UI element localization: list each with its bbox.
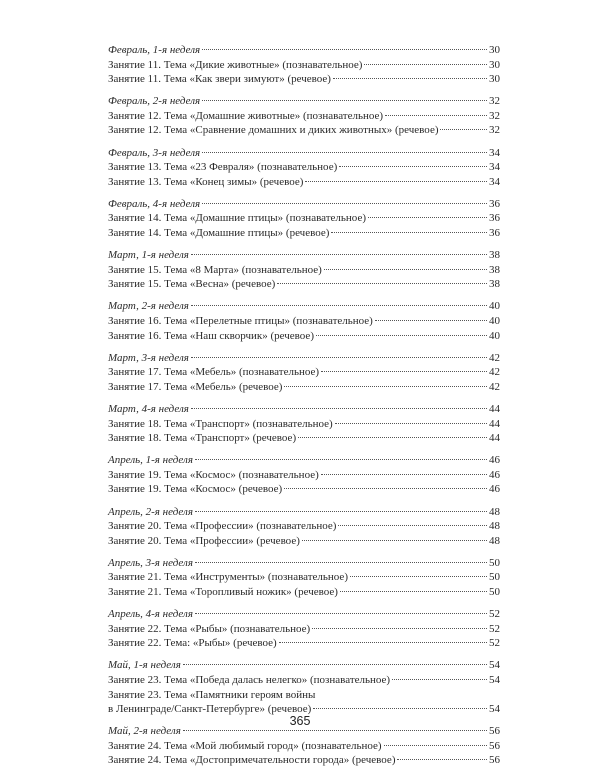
dot-leader	[202, 203, 487, 204]
toc-entry-title: Занятие 19. Тема «Космос» (речевое)	[108, 483, 283, 496]
toc-entry-title: Занятие 21. Тема «Инструменты» (познавательное)	[108, 571, 348, 584]
dot-leader	[392, 679, 487, 680]
toc-page-number: 42	[489, 351, 500, 364]
toc-entry	[108, 314, 500, 329]
dot-leader	[339, 166, 487, 167]
dot-leader	[195, 459, 487, 460]
toc-page-number: 44	[489, 417, 500, 430]
toc-page-number: 54	[489, 659, 500, 672]
toc-entry	[108, 636, 500, 651]
toc-page-number: 38	[489, 278, 500, 291]
dot-leader	[191, 357, 487, 358]
week-title: Март, 1-я неделя	[108, 249, 189, 262]
dot-leader	[191, 305, 487, 306]
toc-entry	[108, 211, 500, 226]
toc-page-number: 50	[489, 571, 500, 584]
dot-leader	[202, 49, 487, 50]
toc-entry	[108, 329, 500, 344]
dot-leader	[195, 511, 487, 512]
toc-entry	[108, 226, 500, 241]
toc-entry-title: Занятие 18. Тема «Транспорт» (речевое)	[108, 432, 297, 445]
toc-entry	[108, 753, 500, 768]
toc-section	[108, 299, 500, 343]
toc-entry	[108, 431, 500, 446]
dot-leader	[298, 437, 487, 438]
toc-entry	[108, 622, 500, 637]
week-title: Март, 4-я неделя	[108, 402, 189, 415]
week-heading	[108, 43, 500, 58]
week-heading	[108, 197, 500, 212]
dot-leader	[191, 408, 487, 409]
toc-page-number: 36	[489, 212, 500, 225]
toc-entry	[108, 585, 500, 600]
toc-section	[108, 402, 500, 446]
toc-section	[108, 607, 500, 651]
toc-entry-title: Занятие 21. Тема «Торопливый ножик» (речевое)	[108, 586, 338, 598]
toc-entry-title: Занятие 18. Тема «Транспорт» (познавательное)	[108, 417, 333, 430]
week-title: Апрель, 3-я неделя	[108, 556, 193, 569]
week-title: Май, 1-я неделя	[108, 659, 181, 672]
dot-leader	[384, 745, 487, 746]
toc-entry-title: Занятие 16. Тема «Наш скворчик» (речевое)	[108, 329, 314, 342]
toc-entry-title: Занятие 15. Тема «Весна» (речевое)	[108, 278, 276, 291]
toc-page-number: 40	[489, 315, 500, 327]
toc-entry-title: Занятие 23. Тема «Победа далась нелегко» (познавательное)	[108, 673, 391, 686]
toc-page-number: 34	[489, 175, 500, 188]
toc-page-number: 50	[489, 556, 500, 569]
week-title: Февраль, 1-я неделя	[108, 44, 201, 56]
toc-page-number: 48	[489, 505, 500, 518]
week-heading	[108, 402, 500, 417]
dot-leader	[324, 269, 487, 270]
toc-entry-title: Занятие 20. Тема «Профессии» (познавательное)	[108, 520, 337, 533]
toc-entry-title: Занятие 24. Тема «Мой любимый город» (познавательное)	[108, 739, 382, 752]
dot-leader	[183, 664, 487, 665]
toc-entry	[108, 519, 500, 534]
toc-page-number: 42	[489, 366, 500, 379]
toc-page-number: 38	[489, 263, 500, 276]
toc-entry	[108, 534, 500, 549]
dot-leader	[350, 576, 487, 577]
toc-entry-title: Занятие 12. Тема «Сравнение домашних и диких животных» (речевое)	[108, 124, 439, 137]
week-title: Апрель, 1-я неделя	[108, 454, 193, 467]
toc-page-number: 54	[489, 703, 500, 716]
dot-leader	[302, 540, 487, 541]
toc-page-number: 30	[489, 58, 500, 71]
dot-leader	[333, 78, 487, 79]
toc-entry	[108, 365, 500, 380]
toc-entry-title: Занятие 24. Тема «Достопримечательности города» (речевое)	[108, 754, 396, 767]
dot-leader	[195, 562, 487, 563]
table-of-contents	[108, 43, 500, 776]
week-heading	[108, 248, 500, 263]
week-title: Февраль, 4-я неделя	[108, 197, 201, 210]
toc-entry-title: Занятие 22. Тема «Рыбы» (познавательное)	[108, 622, 311, 635]
dot-leader	[277, 283, 487, 284]
toc-page-number: 32	[489, 95, 500, 108]
dot-leader	[331, 232, 487, 233]
dot-leader	[202, 152, 487, 153]
dot-leader	[202, 100, 487, 101]
dot-leader	[284, 386, 487, 387]
toc-page-number: 56	[489, 754, 500, 767]
toc-entry-title: Занятие 13. Тема «23 Февраля» (познавательное)	[108, 161, 338, 174]
dot-leader	[368, 217, 487, 218]
toc-page-number: 44	[489, 432, 500, 445]
dot-leader	[364, 64, 487, 65]
toc-entry	[108, 109, 500, 124]
week-heading	[108, 505, 500, 520]
toc-page-number: 52	[489, 622, 500, 635]
toc-page-number: 40	[489, 329, 500, 342]
toc-section	[108, 351, 500, 395]
week-heading	[108, 351, 500, 366]
toc-entry	[108, 58, 500, 73]
toc-section	[108, 658, 500, 716]
dot-leader	[340, 591, 487, 592]
toc-entry	[108, 468, 500, 483]
dot-leader	[321, 474, 487, 475]
week-title: Май, 2-я неделя	[108, 725, 181, 738]
toc-page-number: 56	[489, 739, 500, 752]
week-title: Март, 2-я неделя	[108, 300, 189, 313]
toc-entry-title: Занятие 14. Тема «Домашние птицы» (речевое)	[108, 227, 330, 240]
toc-section	[108, 505, 500, 549]
toc-entry	[108, 72, 500, 87]
toc-entry-title: Занятие 17. Тема «Мебель» (познавательное)	[108, 366, 320, 379]
week-title: Февраль, 3-я неделя	[108, 146, 201, 159]
toc-section	[108, 146, 500, 190]
dot-leader	[316, 335, 487, 336]
week-heading	[108, 607, 500, 622]
toc-section	[108, 94, 500, 138]
dot-leader	[385, 115, 487, 116]
toc-page-number: 52	[489, 637, 500, 650]
toc-page-number: 34	[489, 161, 500, 174]
toc-entry	[108, 417, 500, 432]
toc-page-number: 30	[489, 73, 500, 86]
dot-leader	[191, 254, 487, 255]
dot-leader	[284, 488, 487, 489]
toc-page-number: 36	[489, 227, 500, 240]
toc-entry-title: Занятие 11. Тема «Дикие животные» (познавательное)	[108, 58, 363, 71]
toc-entry	[108, 380, 500, 395]
toc-page-number: 56	[489, 725, 500, 738]
week-heading	[108, 146, 500, 161]
toc-entry	[108, 277, 500, 292]
toc-page-number: 46	[489, 454, 500, 467]
toc-page-number: 46	[489, 483, 500, 496]
toc-entry-title: Занятие 15. Тема «8 Марта» (познавательное)	[108, 263, 322, 276]
toc-entry	[108, 673, 500, 688]
dot-leader	[279, 642, 487, 643]
toc-page-number: 48	[489, 520, 500, 533]
toc-section	[108, 197, 500, 241]
week-title: Февраль, 2-я неделя	[108, 95, 201, 108]
toc-page-number: 46	[489, 468, 500, 481]
dot-leader	[195, 613, 487, 614]
dot-leader	[335, 423, 487, 424]
toc-page-number: 38	[489, 249, 500, 262]
toc-section	[108, 43, 500, 87]
dot-leader	[312, 628, 487, 629]
page-number: 365	[289, 714, 311, 728]
week-heading	[108, 453, 500, 468]
week-title: Апрель, 2-я неделя	[108, 505, 193, 518]
toc-section	[108, 556, 500, 600]
toc-entry-title: Занятие 19. Тема «Космос» (познавательное)	[108, 468, 319, 481]
toc-entry-title: Занятие 17. Тема «Мебель» (речевое)	[108, 380, 283, 393]
toc-entry-title: Занятие 23. Тема «Памятники героям войны	[108, 688, 316, 701]
dot-leader	[440, 129, 487, 130]
dot-leader	[338, 525, 487, 526]
dot-leader	[397, 759, 487, 760]
toc-page-number: 48	[489, 534, 500, 547]
toc-entry-title: Занятие 22. Тема: «Рыбы» (речевое)	[108, 637, 277, 650]
toc-page-number: 52	[489, 608, 500, 621]
toc-section	[108, 453, 500, 497]
toc-page-number: 36	[489, 197, 500, 210]
toc-entry	[108, 263, 500, 278]
week-heading	[108, 299, 500, 314]
toc-page-number: 32	[489, 124, 500, 137]
toc-page-number: 50	[489, 586, 500, 598]
toc-entry-title: в Ленинграде/Санкт-Петербурге» (речевое)	[108, 703, 312, 716]
toc-entry	[108, 175, 500, 190]
toc-entry	[108, 482, 500, 497]
toc-page-number: 30	[489, 44, 500, 56]
dot-leader	[305, 181, 487, 182]
week-heading	[108, 556, 500, 571]
toc-section	[108, 724, 500, 768]
week-title: Март, 3-я неделя	[108, 351, 189, 364]
dot-leader	[183, 730, 487, 731]
toc-page-number: 44	[489, 402, 500, 415]
toc-entry	[108, 739, 500, 754]
toc-entry-title: Занятие 13. Тема «Конец зимы» (речевое)	[108, 175, 304, 188]
toc-page-number: 54	[489, 673, 500, 686]
toc-entry-title: Занятие 20. Тема «Профессии» (речевое)	[108, 534, 300, 547]
toc-page-number: 32	[489, 109, 500, 122]
toc-page-number: 34	[489, 146, 500, 159]
toc-entry-title: Занятие 16. Тема «Перелетные птицы» (познавательное)	[108, 315, 373, 327]
toc-entry-title: Занятие 11. Тема «Как звери зимуют» (речевое)	[108, 73, 331, 86]
week-heading	[108, 658, 500, 673]
toc-page-number: 42	[489, 380, 500, 393]
toc-page-number: 40	[489, 300, 500, 313]
week-heading	[108, 94, 500, 109]
toc-entry-title: Занятие 14. Тема «Домашние птицы» (познавательное)	[108, 212, 366, 225]
toc-entry	[108, 160, 500, 175]
dot-leader	[321, 371, 487, 372]
week-title: Апрель, 4-я неделя	[108, 608, 193, 621]
toc-entry	[108, 123, 500, 138]
toc-section	[108, 248, 500, 292]
toc-entry	[108, 570, 500, 585]
dot-leader	[313, 708, 487, 709]
dot-leader	[375, 320, 487, 321]
toc-entry-title: Занятие 12. Тема «Домашние животные» (познавательное)	[108, 109, 384, 122]
